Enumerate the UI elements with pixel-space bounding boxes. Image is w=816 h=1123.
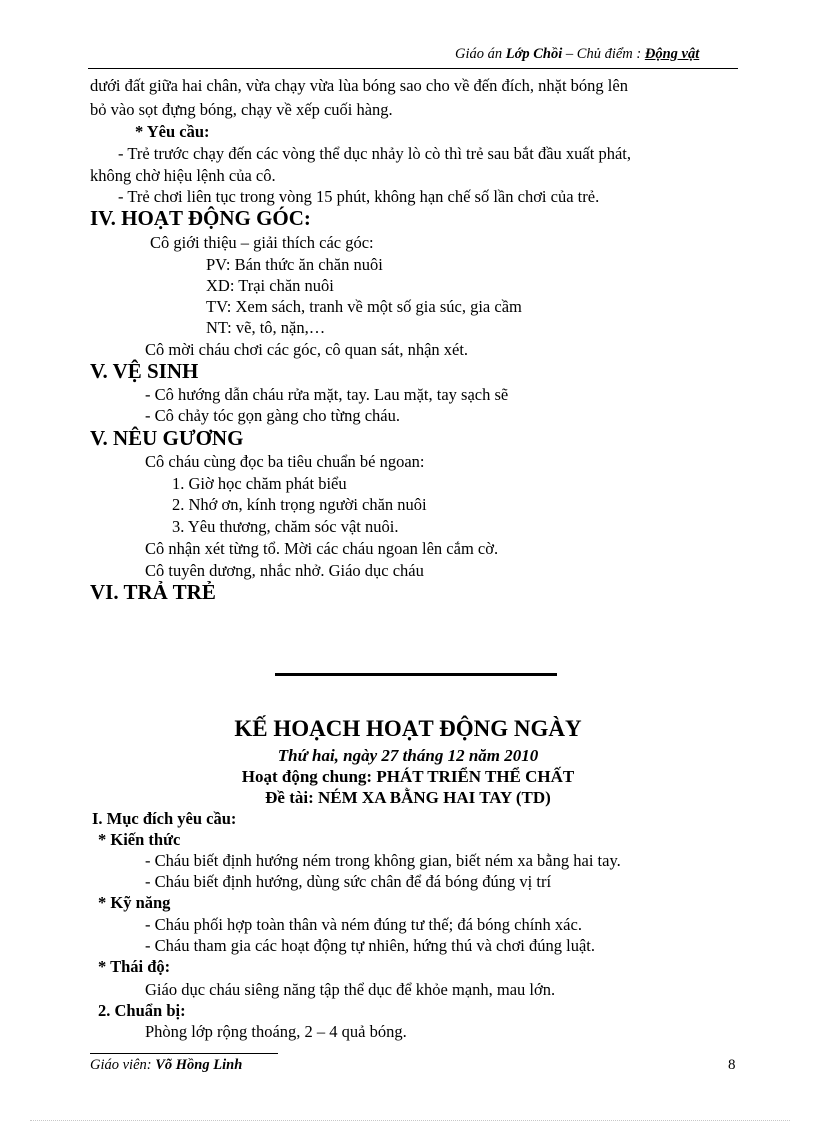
plan-title: KẾ HOẠCH HOẠT ĐỘNG NGÀY [234,716,582,741]
corner-item: TV: Xem sách, tranh về một số gia súc, gia cầm [206,297,522,316]
body-line: - Trẻ trước chạy đến các vòng thể dục nhảy lò cò thì trẻ sau bắt đầu xuất phát, [118,144,631,163]
footer-teacher [90,1057,242,1074]
body-line: - Cô hướng dẫn cháu rửa mặt, tay. Lau mặt, tay sạch sẽ [145,385,509,404]
corner-item: PV: Bán thức ăn chăn nuôi [206,255,383,274]
body-line: dưới đất giữa hai chân, vừa chạy vừa lùa bóng sao cho về đến đích, nhặt bóng lên [90,76,628,95]
goals-heading: I. Mục đích yêu cầu: [92,809,237,828]
criteria-item: 3. Yêu thương, chăm sóc vật nuôi. [172,517,399,536]
body-line: - Cháu biết định hướng ném trong không gian, biết ném xa bằng hai tay. [145,851,621,870]
footer-rule [90,1053,278,1054]
page-bottom-border [30,1120,790,1121]
header-prefix: Giáo án [455,46,506,62]
body-line: - Cô chảy tóc gọn gàng cho từng cháu. [145,406,401,425]
header-class-name: Lớp Chồi [505,46,563,62]
body-line: - Cháu biết định hướng, dùng sức chân để đá bóng đúng vị trí [145,872,552,891]
body-line: Cô mời cháu chơi các góc, cô quan sát, nhận xét. [145,340,469,359]
knowledge-heading: * Kiến thức [98,830,181,849]
teacher-name: Võ Hồng Linh [155,1057,243,1073]
plan-activity: Hoạt động chung: PHÁT TRIỂN THỂ CHẤT [241,767,575,786]
body-line: Giáo dục cháu siêng năng tập thể dục để khỏe mạnh, mau lớn. [145,980,556,999]
header-rule [88,68,738,69]
requirement-heading: * Yêu cầu: [135,122,210,141]
attitude-heading: * Thái độ: [98,957,171,976]
skills-heading: * Kỹ năng [98,893,171,912]
body-line: Cô cháu cùng đọc ba tiêu chuẩn bé ngoan: [145,452,425,471]
criteria-item: 1. Giờ học chăm phát biểu [172,474,347,493]
body-line: - Trẻ chơi liên tục trong vòng 15 phút, không hạn chế số lần chơi của trẻ. [118,187,600,206]
plan-date: Thứ hai, ngày 27 tháng 12 năm 2010 [277,746,539,765]
body-line: Cô tuyên dương, nhắc nhở. Giáo dục cháu [145,561,424,580]
header-mid: – Chủ điểm : [562,46,645,62]
body-line: Phòng lớp rộng thoáng, 2 – 4 quả bóng. [145,1022,407,1041]
corner-item: NT: vẽ, tô, nặn,… [206,318,326,337]
section-heading-vi: VI. TRẢ TRẺ [90,580,216,604]
body-line: - Cháu tham gia các hoạt động tự nhiên, hứng thú và chơi đúng luật. [145,936,596,955]
body-line: - Cháu phối hợp toàn thân và ném đúng tư thế; đá bóng chính xác. [145,915,582,934]
section-heading-v2: V. NÊU GƯƠNG [90,426,244,450]
page-number: 8 [728,1057,736,1073]
body-line: Cô nhận xét từng tổ. Mời các cháu ngoan lên cắm cờ. [145,539,499,558]
criteria-item: 2. Nhớ ơn, kính trọng người chăn nuôi [172,495,427,514]
prep-heading: 2. Chuẩn bị: [98,1001,186,1020]
running-header [455,46,699,63]
section-separator [275,673,557,676]
section-heading-v: V. VỆ SINH [90,359,199,383]
footer-label: Giáo viên: [90,1057,156,1073]
body-line: bỏ vào sọt đựng bóng, chạy về xếp cuối hàng. [90,100,393,119]
header-topic: Động vật [644,46,700,62]
body-line: không chờ hiệu lệnh của cô. [90,166,276,185]
corner-item: XD: Trại chăn nuôi [206,276,334,295]
plan-subject: Đề tài: NÉM XA BẰNG HAI TAY (TD) [265,788,551,807]
section-heading-iv: IV. HOẠT ĐỘNG GÓC: [90,206,311,230]
body-line: Cô giới thiệu – giải thích các góc: [150,233,374,252]
